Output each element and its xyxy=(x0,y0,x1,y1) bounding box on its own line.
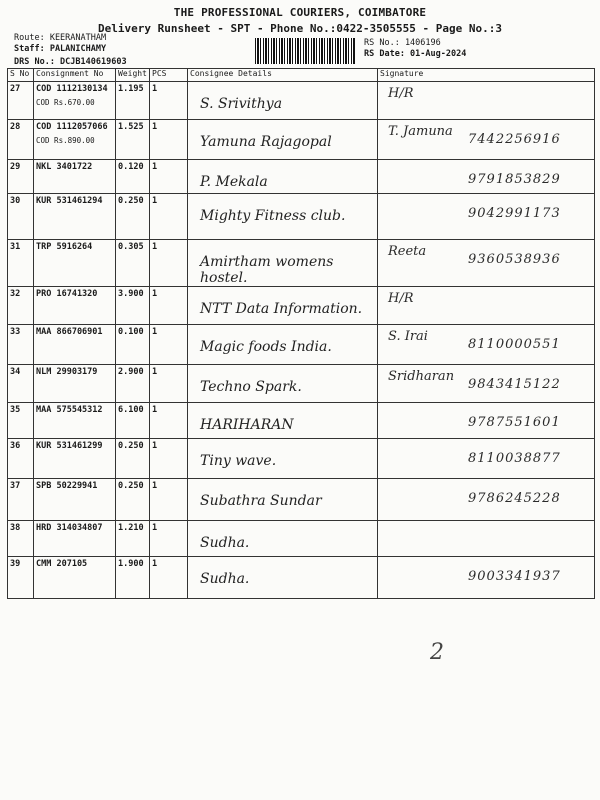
consignment-number xyxy=(34,160,116,194)
consignment-code: MAA 866706901 xyxy=(36,327,103,337)
consignment-code: NKL 3401722 xyxy=(36,162,93,172)
consignment-number xyxy=(34,240,116,287)
serial-number: 30 xyxy=(8,194,34,240)
consignment-number xyxy=(34,287,116,325)
signature-phone: 8110038877 xyxy=(468,451,561,466)
pieces: 1 xyxy=(150,82,188,120)
weight: 0.100 xyxy=(116,325,150,365)
consignment-number xyxy=(34,325,116,365)
consignee-text: P. Mekala xyxy=(200,174,268,190)
signature-cell xyxy=(378,521,595,557)
consignee-name xyxy=(188,365,378,403)
consignment-number xyxy=(34,403,116,439)
signature-cell xyxy=(378,479,595,521)
signature-phone: 9787551601 xyxy=(468,415,561,430)
signature-cell xyxy=(378,403,595,439)
consignment-code: SPB 50229941 xyxy=(36,481,98,491)
signature-phone: 7442256916 xyxy=(468,132,561,147)
consignee-name xyxy=(188,240,378,287)
consignee-name xyxy=(188,82,378,120)
consignee-name xyxy=(188,287,378,325)
signature-cell xyxy=(378,439,595,479)
consignee-text: Sudha. xyxy=(200,535,250,551)
consignment-code: KUR 531461299 xyxy=(36,441,103,451)
staff-label: Staff: PALANICHAMY xyxy=(14,44,107,54)
serial-number: 33 xyxy=(8,325,34,365)
consignment-number xyxy=(34,82,116,120)
weight: 0.250 xyxy=(116,194,150,240)
consignment-code: PRO 16741320 xyxy=(36,289,98,299)
consignee-text: NTT Data Information. xyxy=(200,301,363,317)
rs-number: RS No.: 1406196 xyxy=(364,38,441,48)
drs-number: DRS No.: DCJB140619603 xyxy=(14,57,127,67)
signature-mark: Reeta xyxy=(388,244,427,259)
table-row xyxy=(8,479,595,521)
consignment-code: NLM 29903179 xyxy=(36,367,98,377)
route-label: Route: KEERANATHAM xyxy=(14,33,107,43)
signature-phone: 9843415122 xyxy=(468,377,561,392)
pieces: 1 xyxy=(150,521,188,557)
col-pcs: PCS xyxy=(150,69,188,82)
table-row xyxy=(8,287,595,325)
weight: 1.195 xyxy=(116,82,150,120)
consignee-text: Mighty Fitness club. xyxy=(200,208,346,224)
table-row xyxy=(8,365,595,403)
serial-number: 38 xyxy=(8,521,34,557)
col-signature: Signature xyxy=(378,69,595,82)
signature-mark: T. Jamuna xyxy=(388,124,453,139)
serial-number: 28 xyxy=(8,120,34,160)
table-row xyxy=(8,325,595,365)
table-row xyxy=(8,403,595,439)
weight: 1.900 xyxy=(116,557,150,599)
table-row xyxy=(8,194,595,240)
pieces: 1 xyxy=(150,120,188,160)
serial-number: 31 xyxy=(8,240,34,287)
cod-amount: COD Rs.890.00 xyxy=(36,136,95,145)
consignee-text: Sudha. xyxy=(200,571,250,587)
serial-number: 29 xyxy=(8,160,34,194)
runsheet-table xyxy=(7,68,595,599)
table-row xyxy=(8,557,595,599)
consignment-code: COD 1112130134 xyxy=(36,84,108,94)
pieces: 1 xyxy=(150,439,188,479)
weight: 1.210 xyxy=(116,521,150,557)
consignee-text: HARIHARAN xyxy=(200,417,294,433)
consignee-name xyxy=(188,439,378,479)
signature-cell xyxy=(378,287,595,325)
consignment-number xyxy=(34,439,116,479)
weight: 1.525 xyxy=(116,120,150,160)
serial-number: 34 xyxy=(8,365,34,403)
barcode xyxy=(255,38,355,64)
company-title: THE PROFESSIONAL COURIERS, COIMBATORE xyxy=(173,6,427,19)
consignment-number xyxy=(34,479,116,521)
table-header-row xyxy=(8,69,595,82)
signature-phone: 8110000551 xyxy=(468,337,561,352)
serial-number: 39 xyxy=(8,557,34,599)
consignee-text: Amirtham womens hostel. xyxy=(200,254,334,286)
pieces: 1 xyxy=(150,365,188,403)
table-row xyxy=(8,120,595,160)
consignee-text: Techno Spark. xyxy=(200,379,302,395)
consignee-name xyxy=(188,521,378,557)
table-row xyxy=(8,240,595,287)
weight: 0.250 xyxy=(116,479,150,521)
table-row xyxy=(8,82,595,120)
pieces: 1 xyxy=(150,160,188,194)
weight: 0.305 xyxy=(116,240,150,287)
consignee-text: Yamuna Rajagopal xyxy=(200,134,332,150)
consignment-number xyxy=(34,521,116,557)
signature-phone: 9042991173 xyxy=(468,206,561,221)
col-consignment: Consignment No xyxy=(34,69,116,82)
weight: 0.120 xyxy=(116,160,150,194)
weight: 6.100 xyxy=(116,403,150,439)
col-consignee: Consignee Details xyxy=(188,69,378,82)
signature-mark: H/R xyxy=(388,291,414,306)
runsheet-subtitle: Delivery Runsheet - SPT - Phone No.:0422-3505555 - Page No.:3 xyxy=(98,22,502,35)
weight: 3.900 xyxy=(116,287,150,325)
signature-phone: 9786245228 xyxy=(468,491,561,506)
consignee-name xyxy=(188,325,378,365)
signature-cell xyxy=(378,160,595,194)
pieces: 1 xyxy=(150,479,188,521)
table-row xyxy=(8,439,595,479)
consignee-name xyxy=(188,194,378,240)
pieces: 1 xyxy=(150,557,188,599)
signature-cell xyxy=(378,557,595,599)
weight: 0.250 xyxy=(116,439,150,479)
serial-number: 36 xyxy=(8,439,34,479)
signature-mark: H/R xyxy=(388,86,414,101)
consignment-code: TRP 5916264 xyxy=(36,242,93,252)
table-row xyxy=(8,521,595,557)
signature-cell xyxy=(378,82,595,120)
pieces: 1 xyxy=(150,287,188,325)
pieces: 1 xyxy=(150,240,188,287)
consignment-number xyxy=(34,557,116,599)
consignment-code: CMM 207105 xyxy=(36,559,88,569)
consignee-text: S. Srivithya xyxy=(200,96,283,112)
serial-number: 37 xyxy=(8,479,34,521)
consignment-code: COD 1112057066 xyxy=(36,122,108,132)
consignee-name xyxy=(188,120,378,160)
serial-number: 32 xyxy=(8,287,34,325)
weight: 2.900 xyxy=(116,365,150,403)
serial-number: 27 xyxy=(8,82,34,120)
pieces: 1 xyxy=(150,194,188,240)
pieces: 1 xyxy=(150,325,188,365)
serial-number: 35 xyxy=(8,403,34,439)
table-row xyxy=(8,160,595,194)
pieces: 1 xyxy=(150,403,188,439)
consignment-code: HRD 314034807 xyxy=(36,523,103,533)
signature-phone: 9003341937 xyxy=(468,569,561,584)
signature-cell xyxy=(378,365,595,403)
consignment-code: MAA 575545312 xyxy=(36,405,103,415)
signature-phone: 9360538936 xyxy=(468,252,561,267)
consignee-name xyxy=(188,557,378,599)
consignee-text: Subathra Sundar xyxy=(200,493,322,509)
consignee-name xyxy=(188,479,378,521)
signature-mark: S. Irai xyxy=(388,329,428,344)
col-weight: Weight xyxy=(116,69,150,82)
signature-phone: 9791853829 xyxy=(468,172,561,187)
col-sno: S No xyxy=(8,69,34,82)
consignee-text: Tiny wave. xyxy=(200,453,277,469)
consignment-number xyxy=(34,120,116,160)
consignment-code: KUR 531461294 xyxy=(36,196,103,206)
page-mark-handwritten: 2 xyxy=(430,640,444,665)
signature-cell xyxy=(378,240,595,287)
signature-cell xyxy=(378,194,595,240)
signature-cell xyxy=(378,325,595,365)
signature-cell xyxy=(378,120,595,160)
rs-date: RS Date: 01-Aug-2024 xyxy=(364,49,467,59)
consignment-number xyxy=(34,194,116,240)
consignee-name xyxy=(188,160,378,194)
cod-amount: COD Rs.670.00 xyxy=(36,98,95,107)
signature-mark: Sridharan xyxy=(388,369,455,384)
consignee-text: Magic foods India. xyxy=(200,339,332,355)
consignee-name xyxy=(188,403,378,439)
consignment-number xyxy=(34,365,116,403)
